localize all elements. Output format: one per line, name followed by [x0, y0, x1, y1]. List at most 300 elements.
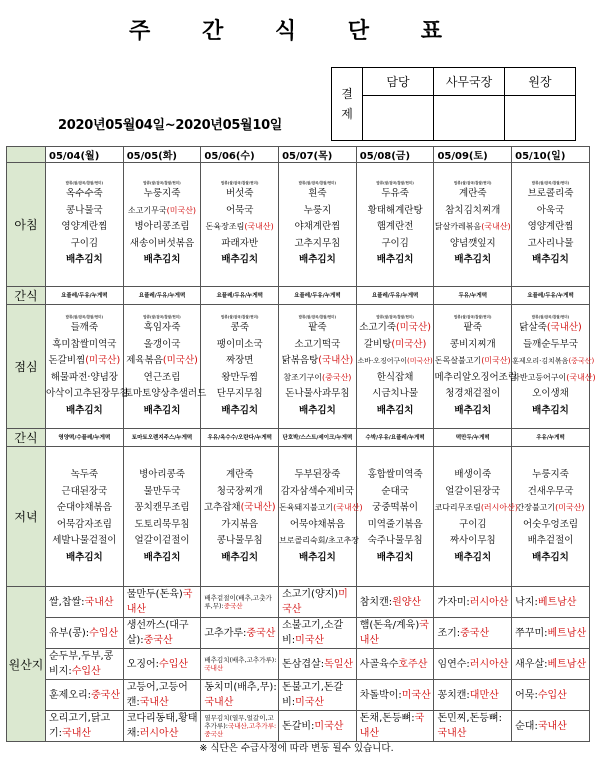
origin-item: 배추김치(배추,고추가루):: [204, 656, 277, 664]
menu-item: 배추김치: [65, 254, 103, 266]
menu-item: 토마토양상추샐러드: [123, 388, 207, 399]
menu-item: 단무지무침: [216, 388, 263, 399]
menu-item: 야채계란찜: [294, 221, 341, 233]
menu-item: 배추김치: [454, 254, 492, 266]
menu-item: 배추김치: [376, 404, 414, 416]
menu-item: 배추김치: [143, 254, 181, 266]
menu-item: 콩나물무침: [216, 535, 263, 546]
snack2-cell: 단호박/스스트/셰이크/누게떡: [279, 429, 357, 447]
day-header: 05/08(금): [356, 147, 434, 163]
menu-item: 구이김: [381, 237, 409, 249]
origin-tag: (미국산): [395, 322, 431, 333]
origin-cell: [434, 587, 512, 618]
origin-item: 가자미:: [437, 596, 470, 608]
day-header: 05/09(토): [434, 147, 512, 163]
lunch-cell: [123, 305, 207, 429]
lunch-cell: [512, 305, 596, 429]
day-header: 05/06(수): [201, 147, 279, 163]
menu-item: 얼갈이된장국: [445, 485, 501, 497]
menu-item: 메추리알오징어조림: [434, 371, 518, 383]
origin-country: 중국산: [246, 627, 276, 639]
menu-item: 배추김치: [143, 551, 181, 563]
origin-country: 수입산: [89, 627, 119, 639]
origin-item: 사골육수: [359, 658, 399, 670]
menu-item: 배추김치: [221, 254, 259, 266]
menu-item: 얼갈이겉절이: [134, 535, 190, 546]
menu-item: 참치김치찌개: [445, 204, 501, 216]
menu-item: 배추김치: [376, 551, 414, 563]
origin-cell: [434, 680, 512, 711]
menu-item: 배추김치: [532, 404, 569, 416]
menu-item: 어묵감자조림: [56, 518, 112, 530]
origin-tag: (중국산): [568, 357, 595, 365]
menu-item: 홍합쌀미역죽: [367, 469, 423, 480]
menu-item: 양념깻잎지: [449, 237, 496, 249]
menu-item: 감자삼색수제비국: [280, 485, 355, 497]
origin-item: 고등어,고등어캔:: [126, 682, 188, 708]
origin-cell: [434, 649, 512, 680]
origin-tag: (미국산): [407, 357, 433, 365]
menu-item: 왕만두찜: [221, 371, 259, 383]
menu-item: 누룽지죽: [532, 469, 569, 480]
origin-cell: [356, 680, 434, 711]
menu-item: 배추김치: [376, 254, 414, 266]
menu-item: 배추겉절이: [527, 535, 574, 546]
menu-item: 제육볶음(미국산): [126, 355, 198, 366]
menu-item: 돈갈비찜(미국산): [48, 355, 121, 366]
menu-item: 배추김치: [143, 404, 181, 416]
menu-item: 흰죽: [308, 188, 327, 200]
menu-item: 병아리콩조림: [134, 221, 190, 233]
snack1-cell: 요플레/두유/누게떡: [46, 287, 124, 305]
menu-item: 연근조림: [143, 371, 181, 383]
origin-cell: [356, 587, 434, 618]
snack2-cell: 떡만두/누게떡: [434, 429, 512, 447]
meal-header: 밥류(쌀/잡곡/찹쌀/현미): [220, 181, 259, 186]
day-header-row: [7, 147, 590, 163]
menu-item: 소고기떡국: [294, 338, 341, 350]
menu-item: 아삭이고추된장무침: [46, 388, 129, 399]
origin-country: 베트남산: [547, 627, 587, 639]
meal-header: 밥류(쌀/잡곡/찹쌀/현미): [65, 315, 104, 319]
menu-item: 짜사이무침: [449, 535, 496, 546]
origin-item: 돈채,돈등뼈:: [359, 713, 415, 724]
origin-cell: [46, 680, 124, 711]
origin-country: 미국산: [295, 697, 325, 708]
snack1-cell: 요플레/두유/누게떡: [123, 287, 201, 305]
origin-country: 중국산: [460, 627, 490, 639]
menu-item: 궁중떡볶이: [372, 502, 419, 513]
menu-item: 파래자반: [221, 237, 259, 249]
menu-item: 물만두국: [143, 485, 181, 497]
origin-country: 국내산: [204, 697, 234, 708]
dinner-cell: [356, 447, 434, 587]
origin-row: [7, 649, 590, 680]
origin-tag: (국내산): [244, 222, 274, 232]
menu-item: 돈육돼지불고기(국내산): [279, 503, 363, 512]
origin-item: 참치캔:: [359, 596, 393, 608]
approval-header-1: 담당: [363, 68, 434, 96]
menu-item: 계란죽: [225, 469, 254, 480]
origin-country: 국내산: [126, 589, 193, 615]
menu-item: 건새우무국: [527, 485, 574, 497]
menu-item: 소바·오징어구이(미국산): [357, 357, 433, 365]
breakfast-cell: [434, 163, 512, 287]
breakfast-cell: [356, 163, 434, 287]
menu-item: 영양계란찜: [527, 221, 574, 233]
menu-item: 배생이죽: [454, 469, 492, 480]
origin-country: 수입산: [159, 658, 189, 670]
menu-item: 순대국: [381, 485, 409, 497]
origin-item: 소고기(양지): [282, 589, 339, 600]
meal-header: 밥류(쌀/잡곡/찹쌀/현미): [298, 181, 337, 186]
menu-item: 근대된장국: [61, 485, 108, 497]
approval-sign-1[interactable]: [363, 96, 434, 141]
menu-item: 배추김치: [454, 551, 492, 563]
origin-cell: [512, 711, 590, 742]
menu-item: 두부된장죽: [294, 469, 341, 480]
origin-cell: [279, 618, 357, 649]
snack2-cell: 영양떡/수플레/누게떡: [46, 429, 124, 447]
origin-cell: [356, 649, 434, 680]
origin-country: 중국산: [143, 635, 173, 646]
approval-sign-2[interactable]: [434, 96, 505, 141]
meal-header: 밥류(쌀/잡곡/찹쌀/현미): [298, 315, 337, 319]
origin-item: 돈민찌,돈등뼈:: [437, 713, 502, 724]
origin-country: 국내산: [537, 720, 567, 732]
origin-cell: [123, 587, 201, 618]
menu-item: 고추지무침: [294, 237, 341, 249]
menu-item: 숙주나물무침: [367, 535, 423, 546]
menu-item: 돈나물사과무침: [285, 388, 350, 399]
menu-item: 해물파전·양념장: [50, 371, 118, 383]
origin-country: 중국산: [223, 602, 243, 610]
origin-country: 국내산: [204, 664, 224, 672]
origin-item: 고추가루:: [204, 627, 247, 639]
origin-cell: [123, 618, 201, 649]
origin-cell: [46, 618, 124, 649]
breakfast-cell: [279, 163, 357, 287]
origin-tag: (국내산): [318, 355, 354, 366]
menu-item: 팥죽: [308, 322, 327, 333]
day-header: 05/07(목): [279, 147, 357, 163]
menu-item: 고추잡채(국내산): [203, 502, 276, 513]
menu-item: 돈육장조림(국내산): [205, 222, 274, 232]
dinner-label: 저녁: [7, 447, 46, 587]
origin-cell: [512, 618, 590, 649]
origin-tag: (국내산): [566, 372, 596, 382]
menu-item: 구이김: [459, 518, 487, 530]
origin-tag: (중국산): [322, 372, 352, 382]
origin-tag: (국내산): [240, 502, 276, 513]
lunch-cell: [434, 305, 518, 429]
snack2-label: 간식: [7, 429, 46, 447]
dinner-cell: [123, 447, 201, 587]
menu-item: 닭살죽(국내산): [519, 322, 582, 333]
meal-header: 밥류(쌀/잡곡/찹쌀/현미): [65, 181, 104, 186]
origin-item: 열무김치(열무,얼갈이,고추가루):: [204, 714, 274, 730]
origin-item: 훈제오리:: [49, 689, 92, 701]
menu-item: 누룽지: [303, 204, 332, 216]
breakfast-row: [7, 163, 590, 287]
origin-tag: (국내산): [546, 322, 582, 333]
menu-item: 콩나물국: [65, 204, 103, 216]
approval-box: [331, 67, 576, 141]
origin-item: 동치미(배추,무):: [204, 682, 277, 693]
menu-item: 배추김치: [65, 404, 103, 416]
origin-cell: [201, 680, 279, 711]
breakfast-cell: [46, 163, 124, 287]
origin-cell: [279, 680, 357, 711]
menu-item: 고사리나물: [527, 237, 574, 249]
menu-item: 팽이미소국: [216, 338, 263, 350]
origin-country: 국내산: [359, 713, 425, 739]
origin-country: 호주산: [398, 658, 428, 670]
origin-cell: [201, 649, 279, 680]
menu-item: 훈제오리·김치볶음(중국산): [512, 357, 595, 365]
origin-cell: [123, 711, 201, 742]
origin-country: 미국산: [401, 689, 431, 701]
origin-item: 생선까스(대구살):: [126, 620, 189, 646]
origin-cell: [201, 711, 279, 742]
menu-item: 배추김치: [532, 551, 569, 563]
menu-item: 황태해계란탕: [367, 204, 423, 216]
menu-item: 새송이버섯볶음: [129, 237, 195, 249]
menu-item: 팥죽: [463, 322, 482, 333]
origin-item: 코다리동태,황태채:: [126, 713, 198, 739]
dinner-cell: [46, 447, 124, 587]
menu-item: 배추김치: [65, 551, 103, 563]
breakfast-cell: [512, 163, 590, 287]
menu-item: 계란죽: [459, 188, 487, 200]
origin-cell: [279, 649, 357, 680]
origin-item: 돈갈비:: [282, 720, 315, 732]
meal-header: 밥류(쌀/잡곡/찹쌀/현미): [376, 181, 414, 186]
origin-cell: [123, 680, 201, 711]
snack2-cell: 수박/우유/요플레/누게떡: [356, 429, 434, 447]
menu-item: 오이생채: [532, 388, 569, 399]
menu-item: 닭살카레볶음(국내산): [434, 222, 511, 232]
menu-item: 시금치나물: [372, 388, 419, 399]
menu-item: 자반고등어구이(국내산): [512, 372, 596, 382]
origin-item: 돈삼겹살:: [282, 658, 325, 670]
footer-note: ※ 식단은 수급사정에 따라 변동 될수 있습니다.: [199, 743, 394, 754]
origin-country: 국내산: [359, 620, 429, 646]
origin-item: 돈불고기,돈갈비:: [282, 682, 344, 708]
origin-cell: [123, 649, 201, 680]
origin-cell: [356, 618, 434, 649]
dinner-cell: [201, 447, 279, 587]
origin-item: 낙지:: [515, 596, 538, 608]
origin-item: 물만두(돈육): [126, 589, 183, 600]
dinner-row: [7, 447, 590, 587]
menu-item: 어묵국: [225, 204, 254, 216]
origin-country: 국내산: [437, 728, 467, 739]
origin-cell: [434, 618, 512, 649]
meal-header: 밥류(쌀/잡곡/찹쌀/현미): [531, 315, 570, 319]
origin-country: 국내산: [84, 596, 114, 608]
menu-item: 순대야채볶음: [56, 502, 112, 513]
origin-cell: [279, 587, 357, 618]
menu-item: 브로콜리숙회/초고추장: [279, 536, 360, 545]
origin-row: [7, 680, 590, 711]
origin-item: 조기:: [437, 627, 461, 639]
weekly-menu-table: [6, 146, 596, 742]
menu-item: 청경채겉절이: [445, 388, 501, 399]
menu-item: 두유죽: [381, 188, 409, 200]
menu-item: 한식잡채: [376, 371, 414, 383]
origin-country: 러시아산: [139, 728, 179, 739]
origin-item: 오리고기,닭고기:: [49, 713, 111, 739]
snack1-label: 간식: [7, 287, 46, 305]
breakfast-cell: [123, 163, 201, 287]
origin-item: 배추겉절이(배추,고춧가루,무):: [204, 594, 272, 610]
origin-country: 국내산: [62, 728, 92, 739]
origin-tag: (국내산): [333, 503, 363, 512]
snack2-cell: 우유/옥수수/오란다/누게떡: [201, 429, 279, 447]
origin-tag: (미국산): [162, 355, 198, 366]
snack1-cell: 요플레/두유/누게떡: [279, 287, 357, 305]
lunch-label: 점심: [7, 305, 46, 429]
dinner-cell: [512, 447, 590, 587]
menu-item: 도토리묵무침: [134, 518, 190, 530]
lunch-cell: [201, 305, 279, 429]
approval-sign-3[interactable]: [505, 96, 576, 141]
origin-row: [7, 587, 590, 618]
day-header: 05/05(화): [123, 147, 201, 163]
menu-item: 배추김치: [299, 404, 336, 416]
menu-item: 가지볶음: [221, 518, 259, 530]
origin-item: 유부(콩):: [49, 627, 90, 639]
origin-cell: [434, 711, 512, 742]
origin-country: 베트남산: [547, 658, 587, 670]
origin-item: 순두부,두부,콩비지:: [49, 651, 114, 677]
menu-item: 배추김치: [299, 254, 336, 266]
menu-item: 간장불고기(미국산): [516, 503, 585, 512]
origin-cell: [201, 587, 279, 618]
menu-item: 버섯죽: [225, 188, 254, 200]
origin-item: 새우살:: [515, 658, 548, 670]
origin-country: 대만산: [469, 689, 499, 701]
origin-tag: (미국산): [481, 356, 511, 365]
menu-item: 햄계란전: [376, 221, 414, 233]
menu-item: 옥수수죽: [65, 188, 103, 200]
meal-header: 밥류(쌀/잡곡/찹쌀/현미): [454, 181, 492, 186]
origin-country: 독일산: [324, 658, 354, 670]
menu-item: 브로콜리죽: [527, 188, 574, 200]
origin-country: 미국산: [295, 635, 325, 646]
origin-row: [7, 618, 590, 649]
meal-header: 밥류(쌀/잡곡/찹쌀/현미): [220, 315, 259, 319]
lunch-cell: [356, 305, 434, 429]
origin-country: 수입산: [537, 689, 567, 701]
menu-item: 배추김치: [299, 551, 336, 563]
origin-cell: [46, 649, 124, 680]
origin-cell: [46, 587, 124, 618]
menu-item: 배추김치: [454, 404, 492, 416]
menu-item: 영양계란찜: [61, 221, 108, 233]
menu-item: 들깨순두부국: [522, 338, 579, 350]
origin-item: 꽁치캔:: [437, 689, 470, 701]
menu-item: 돈목살불고기(미국산): [434, 356, 511, 365]
menu-item: 어숫우엉조림: [522, 518, 579, 530]
lunch-row: [7, 305, 590, 429]
origin-item: 순대:: [515, 720, 538, 732]
origin-country: 중국산: [91, 689, 120, 701]
date-range: 2020년05월04일~2020년05월10일: [58, 118, 283, 133]
origin-cell: [512, 649, 590, 680]
menu-item: 갈비탕(미국산): [363, 338, 427, 350]
origin-tag: (미국산): [391, 338, 427, 350]
origin-country: 국내산,고추가루:중국산: [204, 722, 277, 738]
lunch-cell: [46, 305, 129, 429]
origin-country: 러시아산: [469, 658, 509, 670]
origin-cell: [512, 680, 590, 711]
origin-item: 쭈꾸미:: [515, 627, 548, 639]
origin-item: 오징어:: [126, 658, 160, 670]
menu-item: 배추김치: [221, 551, 259, 563]
origin-country: 베트남산: [537, 596, 577, 608]
dinner-cell: [434, 447, 518, 587]
menu-item: 어묵야채볶음: [289, 518, 345, 530]
origin-item: 차돌박이:: [359, 689, 402, 701]
menu-item: 참조기구이(중국산): [283, 372, 352, 382]
menu-item: 청국장찌개: [216, 485, 263, 497]
meal-header: 밥류(쌀/잡곡/찹쌀/현미): [531, 181, 570, 186]
origin-country: 원양산: [392, 596, 422, 608]
dinner-cell: [279, 447, 363, 587]
origin-cell: [512, 587, 590, 618]
origin-label: 원산지: [7, 587, 46, 742]
snack1-cell: 요플레/두유/누게떡: [512, 287, 590, 305]
origin-item: 소불고기,소갈비:: [282, 620, 344, 646]
menu-item: 흑임자죽: [143, 322, 181, 333]
snack2-row: [7, 429, 590, 447]
meal-header: 밥류(쌀/잡곡/찹쌀/현미): [143, 315, 181, 319]
origin-country: 국내산: [139, 697, 169, 708]
origin-country: 수입산: [71, 666, 101, 677]
day-header: 05/04(월): [46, 147, 124, 163]
snack2-cell: 토마토오렌지주스/누게떡: [123, 429, 201, 447]
page-title: 주 간 식 단 표: [129, 19, 464, 44]
lunch-cell: [279, 305, 357, 429]
origin-country: 미국산: [314, 720, 344, 732]
menu-item: 꽁치캔무조림: [134, 502, 190, 513]
origin-item: 햄(돈육/계육): [359, 620, 420, 631]
menu-item: 짜장면: [225, 355, 254, 366]
menu-item: 올갱이국: [143, 338, 181, 350]
menu-item: 누룽지죽: [143, 188, 181, 200]
menu-item: 아욱국: [536, 204, 565, 216]
corner-cell: [7, 147, 46, 163]
snack1-cell: 요플레/두유/누게떡: [356, 287, 434, 305]
origin-tag: (미국산): [85, 355, 121, 366]
origin-row: [7, 711, 590, 742]
menu-item: 콩죽: [230, 322, 249, 333]
meal-header: 밥류(쌀/잡곡/찹쌀/현미): [143, 181, 181, 186]
menu-item: 소고기무국(미국산): [127, 205, 197, 215]
origin-tag: (러시아산): [480, 503, 518, 512]
origin-item: 임연수:: [437, 658, 470, 670]
origin-country: 러시아산: [469, 596, 509, 608]
origin-tag: (국내산): [481, 222, 511, 232]
snack1-cell: 두유/누게떡: [434, 287, 512, 305]
meal-header: 밥류(쌀/잡곡/찹쌀/현미): [454, 315, 492, 319]
menu-item: 녹두죽: [70, 469, 99, 480]
origin-item: 어묵:: [515, 689, 538, 701]
snack2-cell: 우유/누게떡: [512, 429, 590, 447]
menu-item: 콩비지찌개: [449, 338, 496, 350]
